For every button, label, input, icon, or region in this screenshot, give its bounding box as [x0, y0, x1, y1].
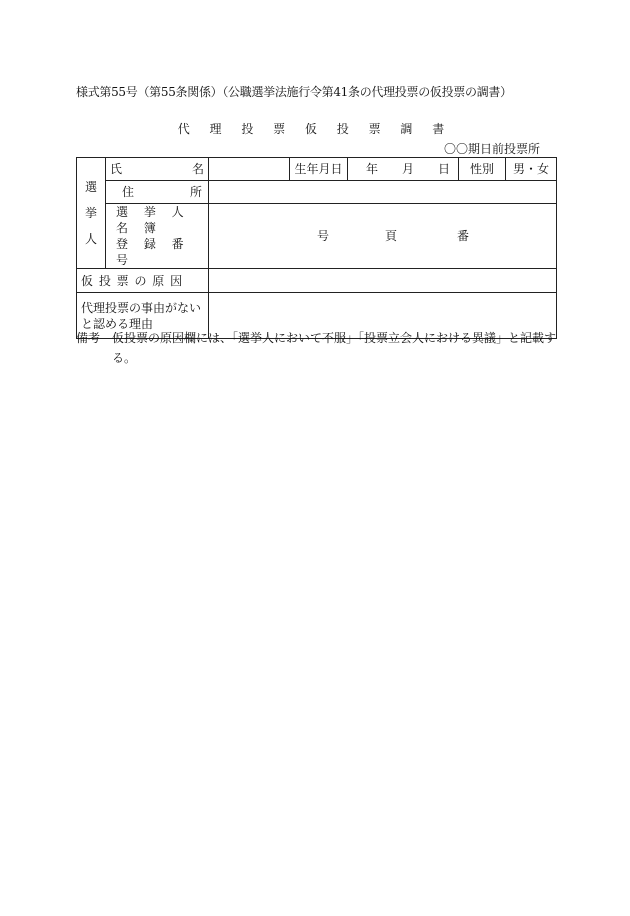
registry-number-label: 選 挙 人 名 簿 登 録 番 号 — [106, 204, 209, 269]
page-unit: 頁 — [385, 229, 398, 243]
name-row — [77, 158, 557, 181]
form-reference-line: 様式第55号（第55条関係）（公職選挙法施行令第41条の代理投票の仮投票の調書） — [76, 85, 512, 99]
no-reason-label: 代理投票の事由がない と認める理由 — [77, 293, 209, 339]
ban-unit: 番 — [457, 229, 470, 243]
remarks — [76, 328, 556, 368]
go-unit: 号 — [317, 229, 330, 243]
voter-char-1: 選 — [84, 180, 97, 194]
remarks-label: 備考 — [76, 331, 101, 345]
address-label: 住 所 — [106, 181, 209, 204]
document-title: 代 理 投 票 仮 投 票 調 書 — [177, 122, 453, 136]
dob-label: 生年月日 — [290, 158, 348, 181]
registry-row — [77, 204, 557, 269]
name-field[interactable] — [209, 158, 290, 181]
address-field[interactable] — [209, 181, 557, 204]
voter-vertical-label — [77, 158, 106, 269]
polling-office-label: 〇〇期日前投票所 — [443, 142, 540, 156]
provisional-reason-row — [77, 269, 557, 293]
year-unit: 年 — [365, 162, 378, 176]
name-label: 氏 名 — [106, 158, 209, 181]
sex-label: 性別 — [459, 158, 506, 181]
sex-field[interactable]: 男・女 — [506, 158, 557, 181]
provisional-reason-label: 仮 投 票 の 原 因 — [77, 269, 209, 293]
day-unit: 日 — [437, 162, 450, 176]
month-unit: 月 — [401, 162, 414, 176]
dob-field[interactable] — [348, 158, 459, 181]
voter-char-3: 人 — [84, 232, 97, 246]
registry-number-field[interactable] — [209, 204, 557, 269]
provisional-reason-field[interactable] — [209, 269, 557, 293]
voter-record-table — [76, 157, 557, 339]
voter-char-2: 挙 — [84, 206, 97, 220]
remarks-text: 仮投票の原因欄には、「選挙人において不服」「投票立会人における異議」と記載する。 — [112, 331, 557, 365]
address-row — [77, 181, 557, 204]
